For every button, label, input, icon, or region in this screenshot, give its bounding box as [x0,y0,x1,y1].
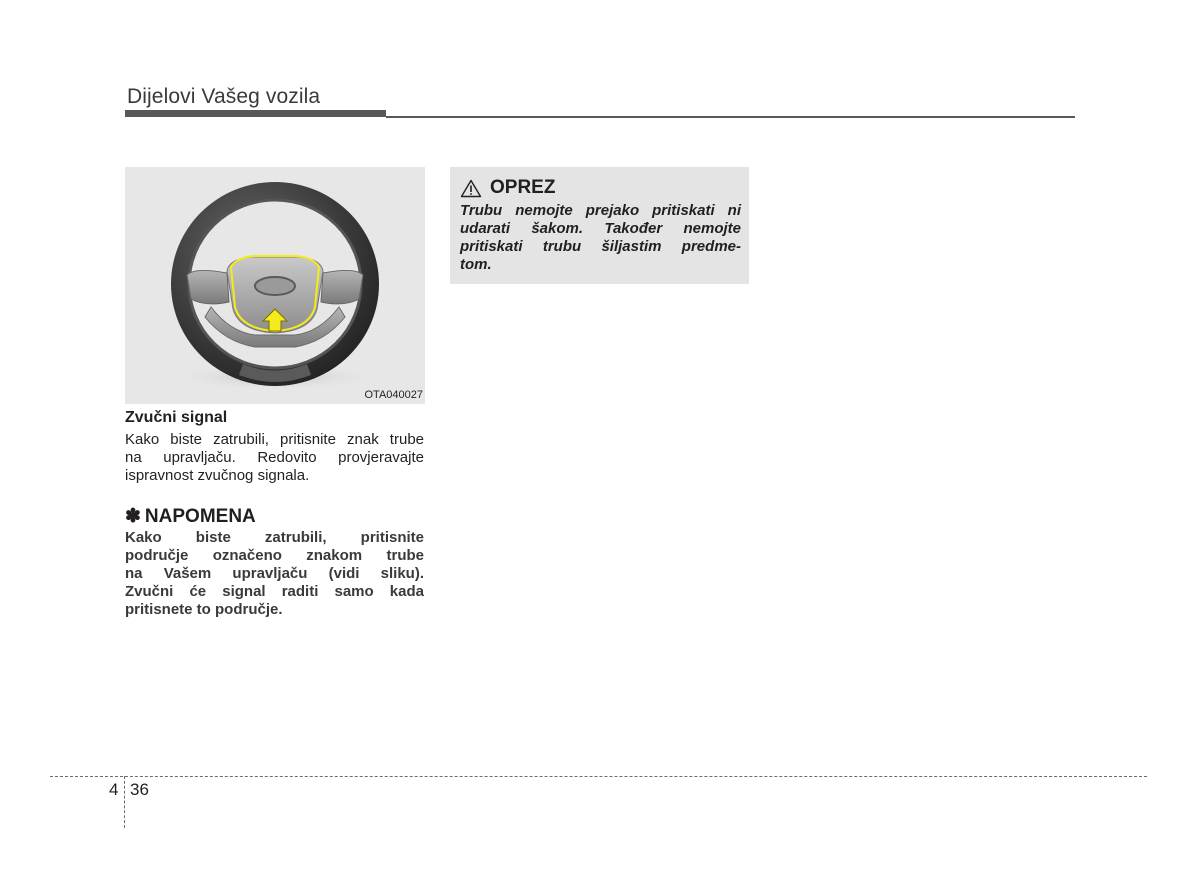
chapter-number: 4 [109,780,119,799]
steering-wheel-figure [125,167,425,404]
left-spoke [187,270,229,303]
steering-wheel-illustration [125,167,425,404]
note-line: Zvučni će signal raditi samo kada [125,583,424,600]
caution-title [460,177,555,199]
caution-box [450,167,749,284]
section-body [125,431,424,485]
note-star-icon: ✽ [125,506,141,527]
header-rule-thick [125,110,386,117]
section-line: Kako biste zatrubili, pritisnite znak trube [125,431,424,448]
caution-line: udarati šakom. Također nemojte [460,220,741,237]
caution-line: Trubu nemojte prejako pritiskati ni [460,202,741,219]
page-number: 36 [130,780,149,799]
warning-triangle-icon [460,179,482,198]
note-line: pritisnete to područje. [125,601,283,618]
right-spoke [321,270,363,303]
section-line: ispravnost zvučnog signala. [125,467,310,484]
note-line: na Vašem upravljaču (vidi sliku). [125,565,424,582]
caution-body [460,202,741,274]
footer-dashed-divider [124,776,125,828]
note-line: Kako biste zatrubili, pritisnite [125,529,424,546]
caution-line: pritiskati trubu šiljastim predme- [460,238,741,255]
footer-dashed-rule [50,776,1147,777]
section-line: na upravljaču. Redovito provjeravajte [125,449,424,466]
note-body [125,529,424,619]
page-header-title: Dijelovi Vašeg vozila [127,85,321,108]
caution-heading-text: OPREZ [490,177,556,198]
figure-code: OTA040027 [364,389,423,401]
logo-badge [255,277,295,295]
note-line: područje označeno znakom trube [125,547,424,564]
note-heading-text: NAPOMENA [144,506,256,527]
caution-line: tom. [460,256,492,273]
section-heading: Zvučni signal [125,409,228,426]
note-heading [125,505,256,528]
header-rule-thin [386,116,1075,118]
